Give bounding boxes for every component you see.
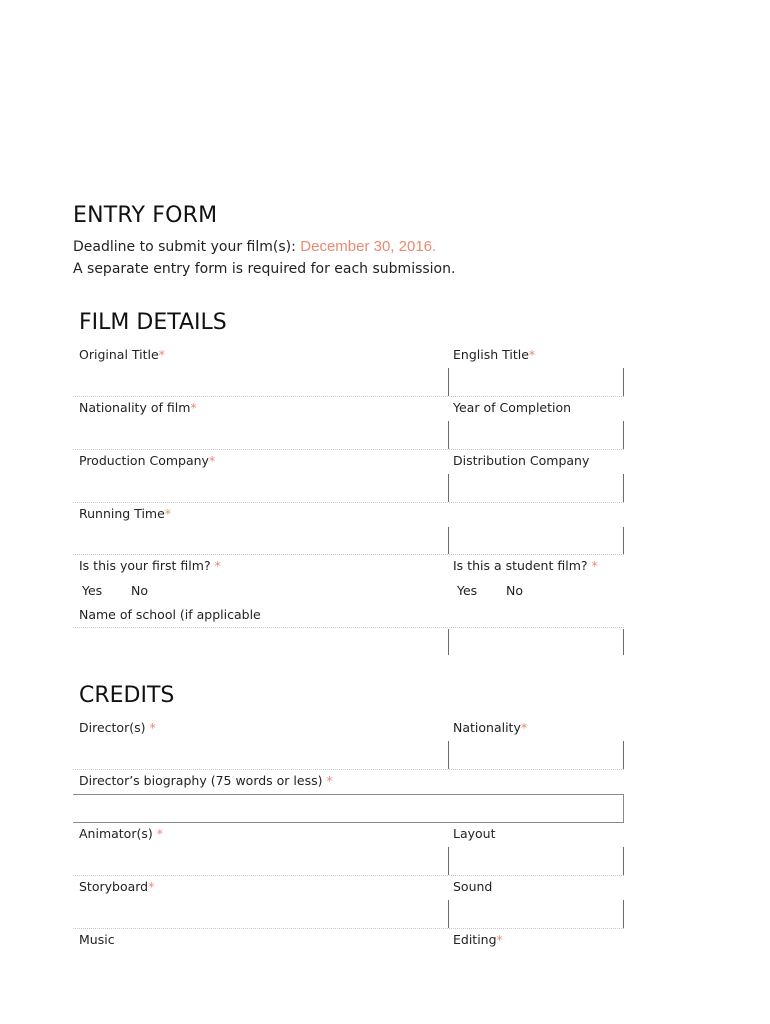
- director-biography-label: Director’s biography (75 words or less) *: [79, 773, 333, 788]
- running-time-field[interactable]: [73, 526, 447, 554]
- row-divider: [73, 627, 624, 628]
- directors-label: Director(s) *: [79, 720, 156, 735]
- distribution-company-field[interactable]: [449, 473, 624, 503]
- field-divider: [623, 368, 624, 396]
- original-title-field[interactable]: [73, 366, 447, 396]
- first-film-yes-option[interactable]: Yes: [82, 583, 103, 598]
- field-divider: [448, 900, 449, 928]
- directors-field[interactable]: [73, 740, 447, 770]
- nationality-field[interactable]: [449, 740, 624, 770]
- field-divider: [623, 629, 624, 655]
- sound-label: Sound: [453, 879, 493, 894]
- nationality-of-film-label: Nationality of film*: [79, 400, 197, 415]
- first-film-no-option[interactable]: No: [131, 583, 148, 598]
- english-title-field[interactable]: [449, 366, 624, 396]
- field-divider: [623, 527, 624, 554]
- nationality-label: Nationality*: [453, 720, 528, 735]
- production-company-label: Production Company*: [79, 453, 216, 468]
- sound-field[interactable]: [449, 899, 624, 929]
- editing-label: Editing*: [453, 932, 503, 947]
- field-divider: [623, 847, 624, 875]
- page-title: ENTRY FORM: [73, 203, 218, 228]
- first-film-question: Is this your first film? *: [79, 558, 221, 573]
- row-divider: [73, 396, 624, 397]
- editing-field[interactable]: [449, 952, 624, 982]
- row-divider: [73, 769, 624, 770]
- field-divider: [623, 421, 624, 449]
- year-of-completion-field[interactable]: [449, 420, 624, 450]
- original-title-label: Original Title*: [79, 347, 165, 362]
- field-divider: [623, 900, 624, 928]
- field-divider: [448, 741, 449, 769]
- field-divider: [448, 527, 449, 554]
- field-divider: [448, 629, 449, 655]
- deadline-date: December 30, 2016.: [300, 238, 437, 255]
- director-biography-field[interactable]: [73, 794, 624, 823]
- row-divider: [73, 928, 624, 929]
- submission-note: A separate entry form is required for each submission.: [73, 261, 456, 277]
- row-divider: [73, 875, 624, 876]
- music-label: Music: [79, 932, 115, 947]
- english-title-label: English Title*: [453, 347, 536, 362]
- student-film-no-option[interactable]: No: [506, 583, 523, 598]
- layout-field[interactable]: [449, 846, 624, 876]
- row-divider: [73, 502, 624, 503]
- music-field[interactable]: [73, 952, 447, 982]
- animators-field[interactable]: [73, 846, 447, 876]
- row-divider: [73, 449, 624, 450]
- year-of-completion-label: Year of Completion: [453, 400, 572, 415]
- layout-label: Layout: [453, 826, 496, 841]
- deadline-line: [73, 238, 436, 255]
- distribution-company-label: Distribution Company: [453, 453, 590, 468]
- school-name-field[interactable]: [73, 627, 624, 655]
- field-divider: [623, 474, 624, 502]
- field-divider: [448, 474, 449, 502]
- school-name-label: Name of school (if applicable: [79, 607, 261, 622]
- student-film-question: Is this a student film? *: [453, 558, 598, 573]
- storyboard-field[interactable]: [73, 899, 447, 929]
- film-details-heading: FILM DETAILS: [79, 310, 227, 335]
- row-divider: [73, 554, 624, 555]
- running-time-label: Running Time*: [79, 506, 172, 521]
- animators-label: Animator(s) *: [79, 826, 163, 841]
- credits-heading: CREDITS: [79, 683, 175, 708]
- storyboard-label: Storyboard*: [79, 879, 155, 894]
- student-film-yes-option[interactable]: Yes: [457, 583, 478, 598]
- field-divider: [623, 741, 624, 769]
- field-divider: [448, 847, 449, 875]
- field-divider: [448, 421, 449, 449]
- production-company-field[interactable]: [73, 473, 447, 503]
- deadline-label: Deadline to submit your film(s):: [73, 239, 296, 255]
- nationality-of-film-field[interactable]: [73, 420, 447, 450]
- field-divider: [448, 368, 449, 396]
